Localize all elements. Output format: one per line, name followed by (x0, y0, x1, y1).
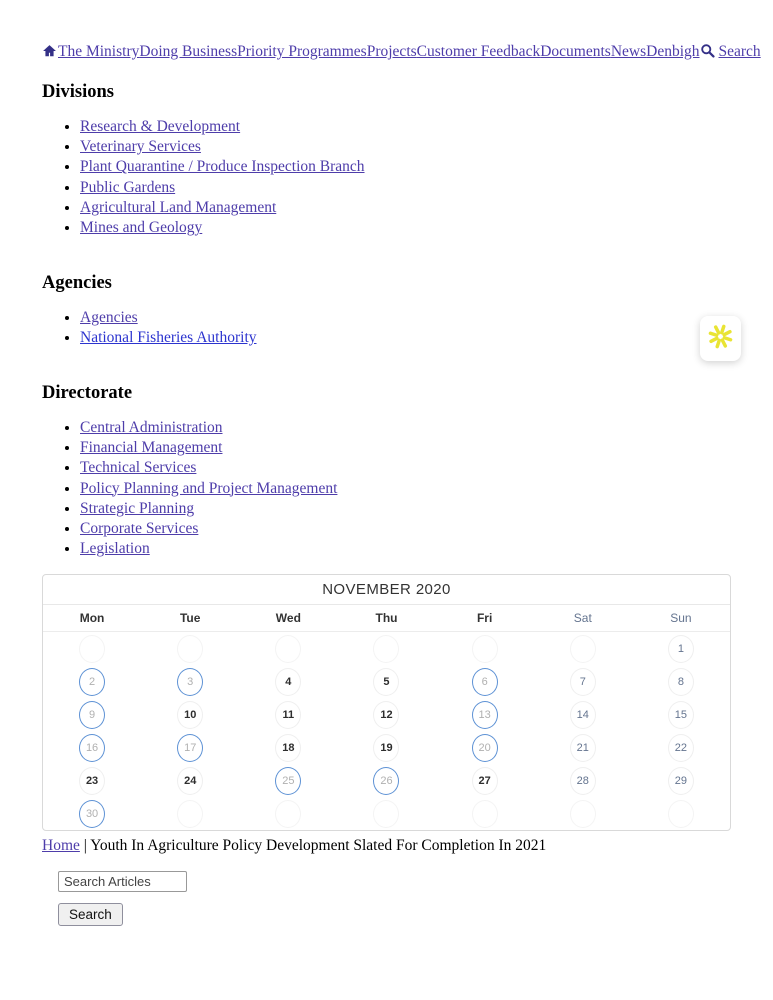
calendar-day-11[interactable]: 11 (275, 701, 301, 729)
calendar-day-26[interactable]: 26 (373, 767, 399, 795)
calendar-day-14[interactable]: 14 (570, 701, 596, 729)
breadcrumb-home-link[interactable]: Home (42, 837, 80, 855)
search-articles-button[interactable]: Search (58, 903, 123, 926)
calendar-day-29[interactable]: 29 (668, 767, 694, 795)
link-corporate-services[interactable]: Corporate Services (80, 520, 199, 538)
search-icon (700, 43, 715, 60)
accessibility-widget-button[interactable] (700, 316, 741, 361)
calendar-day-16[interactable]: 16 (79, 734, 105, 762)
calendar-week-row (43, 698, 730, 731)
calendar-day-15[interactable]: 15 (668, 701, 694, 729)
calendar-empty-cell (79, 635, 105, 663)
calendar-week-row (43, 632, 730, 665)
link-agencies[interactable]: Agencies (80, 308, 138, 326)
breadcrumb-separator: | (83, 837, 87, 855)
calendar-day-1[interactable]: 1 (668, 635, 694, 663)
calendar-day-18[interactable]: 18 (275, 734, 301, 762)
calendar-day-5[interactable]: 5 (373, 668, 399, 696)
section-list (42, 119, 731, 237)
calendar-day-25[interactable]: 25 (275, 767, 301, 795)
section-heading-divisions: Divisions (42, 82, 114, 102)
calendar-week-row (43, 764, 730, 797)
nav-link-customer-feedback[interactable]: Customer Feedback (416, 43, 541, 60)
list-item (80, 139, 731, 156)
list-item (80, 159, 731, 176)
calendar-day-4[interactable]: 4 (275, 668, 301, 696)
sections (42, 82, 731, 558)
home-icon (42, 43, 57, 60)
calendar-day-28[interactable]: 28 (570, 767, 596, 795)
calendar-day-24[interactable]: 24 (177, 767, 203, 795)
calendar-empty-cell (177, 635, 203, 663)
section-heading-directorate: Directorate (42, 382, 133, 403)
list-item (80, 501, 731, 518)
calendar-day-13[interactable]: 13 (472, 701, 498, 729)
link-plant-quarantine-produce-inspection-branch[interactable]: Plant Quarantine / Produce Inspection Branch (80, 158, 365, 176)
calendar-day-21[interactable]: 21 (570, 734, 596, 762)
calendar-empty-cell (177, 800, 203, 828)
calendar-empty-cell (373, 800, 399, 828)
link-veterinary-services[interactable]: Veterinary Services (80, 138, 201, 156)
calendar-day-20[interactable]: 20 (472, 734, 498, 762)
section-directorate (42, 383, 731, 558)
calendar-empty-cell (570, 635, 596, 663)
list-item (80, 541, 731, 558)
calendar-day-2[interactable]: 2 (79, 668, 105, 696)
calendar-weekday-header (43, 605, 730, 632)
section-heading-agencies: Agencies (42, 272, 112, 293)
top-nav (42, 43, 761, 60)
calendar-day-6[interactable]: 6 (472, 668, 498, 696)
calendar-empty-cell (275, 800, 301, 828)
list-item (80, 481, 731, 498)
calendar-day-12[interactable]: 12 (373, 701, 399, 729)
calendar-empty-cell (570, 800, 596, 828)
asterisk-icon (707, 323, 734, 355)
link-central-administration[interactable]: Central Administration (80, 418, 223, 436)
weekday-header-sat: Sat (573, 611, 592, 626)
home-icon-link[interactable] (42, 43, 57, 60)
calendar-empty-cell (472, 800, 498, 828)
nav-link-news[interactable]: News (610, 43, 647, 60)
nav-search-label: Search (718, 43, 761, 60)
link-national-fisheries-authority[interactable]: National Fisheries Authority (80, 329, 257, 347)
breadcrumb (42, 837, 731, 855)
calendar-day-19[interactable]: 19 (373, 734, 399, 762)
calendar-grid (43, 632, 730, 830)
search-articles-input[interactable] (58, 871, 187, 892)
calendar-empty-cell (668, 800, 694, 828)
nav-link-documents[interactable]: Documents (540, 43, 611, 60)
link-financial-management[interactable]: Financial Management (80, 439, 223, 457)
link-agricultural-land-management[interactable]: Agricultural Land Management (80, 198, 277, 216)
calendar-day-8[interactable]: 8 (668, 668, 694, 696)
list-item (80, 200, 731, 217)
calendar-day-17[interactable]: 17 (177, 734, 203, 762)
calendar-day-30[interactable]: 30 (79, 800, 105, 828)
calendar-empty-cell (275, 635, 301, 663)
link-public-gardens[interactable]: Public Gardens (80, 178, 176, 196)
weekday-header-thu: Thu (375, 611, 398, 626)
weekday-header-fri: Fri (476, 611, 493, 626)
list-item (80, 220, 731, 237)
section-agencies (42, 273, 731, 347)
calendar-empty-cell (373, 635, 399, 663)
list-item (80, 119, 731, 136)
calendar-week-row (43, 665, 730, 698)
link-legislation[interactable]: Legislation (80, 540, 150, 558)
weekday-header-wed: Wed (275, 611, 301, 626)
list-item (80, 521, 731, 538)
calendar-week-row (43, 731, 730, 764)
nav-search-link[interactable] (700, 43, 761, 60)
list-item (80, 180, 731, 197)
nav-link-denbigh[interactable]: Denbigh (646, 43, 700, 60)
calendar-day-7[interactable]: 7 (570, 668, 596, 696)
list-item (80, 440, 731, 457)
list-item (80, 420, 731, 437)
calendar-week-row (43, 797, 730, 830)
calendar-day-9[interactable]: 9 (79, 701, 105, 729)
calendar-day-22[interactable]: 22 (668, 734, 694, 762)
link-strategic-planning[interactable]: Strategic Planning (80, 499, 195, 517)
list-item (80, 310, 731, 327)
section-list (42, 420, 731, 558)
nav-link-projects[interactable]: Projects (366, 43, 417, 60)
nav-link-doing-business[interactable]: Doing Business (139, 43, 238, 60)
link-policy-planning-and-project-management[interactable]: Policy Planning and Project Management (80, 479, 338, 497)
nav-links (58, 43, 700, 60)
weekday-header-sun: Sun (670, 611, 692, 626)
list-item (80, 460, 731, 477)
section-divisions (42, 82, 731, 237)
nav-link-the-ministry[interactable]: The Ministry (58, 43, 140, 60)
list-item (80, 330, 731, 347)
weekday-header-tue: Tue (179, 611, 201, 626)
calendar (42, 574, 731, 831)
weekday-header-mon: Mon (79, 611, 105, 626)
link-technical-services[interactable]: Technical Services (80, 459, 197, 477)
article-title: Youth In Agriculture Policy Development Slated For Completion In 2021 (90, 837, 547, 855)
section-list (42, 310, 731, 347)
calendar-empty-cell (472, 635, 498, 663)
nav-link-priority-programmes[interactable]: Priority Programmes (237, 43, 367, 60)
calendar-day-23[interactable]: 23 (79, 767, 105, 795)
calendar-day-10[interactable]: 10 (177, 701, 203, 729)
calendar-day-3[interactable]: 3 (177, 668, 203, 696)
calendar-day-27[interactable]: 27 (472, 767, 498, 795)
link-mines-and-geology[interactable]: Mines and Geology (80, 219, 203, 237)
article-search-form (58, 871, 731, 926)
link-research-development[interactable]: Research & Development (80, 118, 241, 135)
calendar-title: NOVEMBER 2020 (43, 575, 730, 605)
